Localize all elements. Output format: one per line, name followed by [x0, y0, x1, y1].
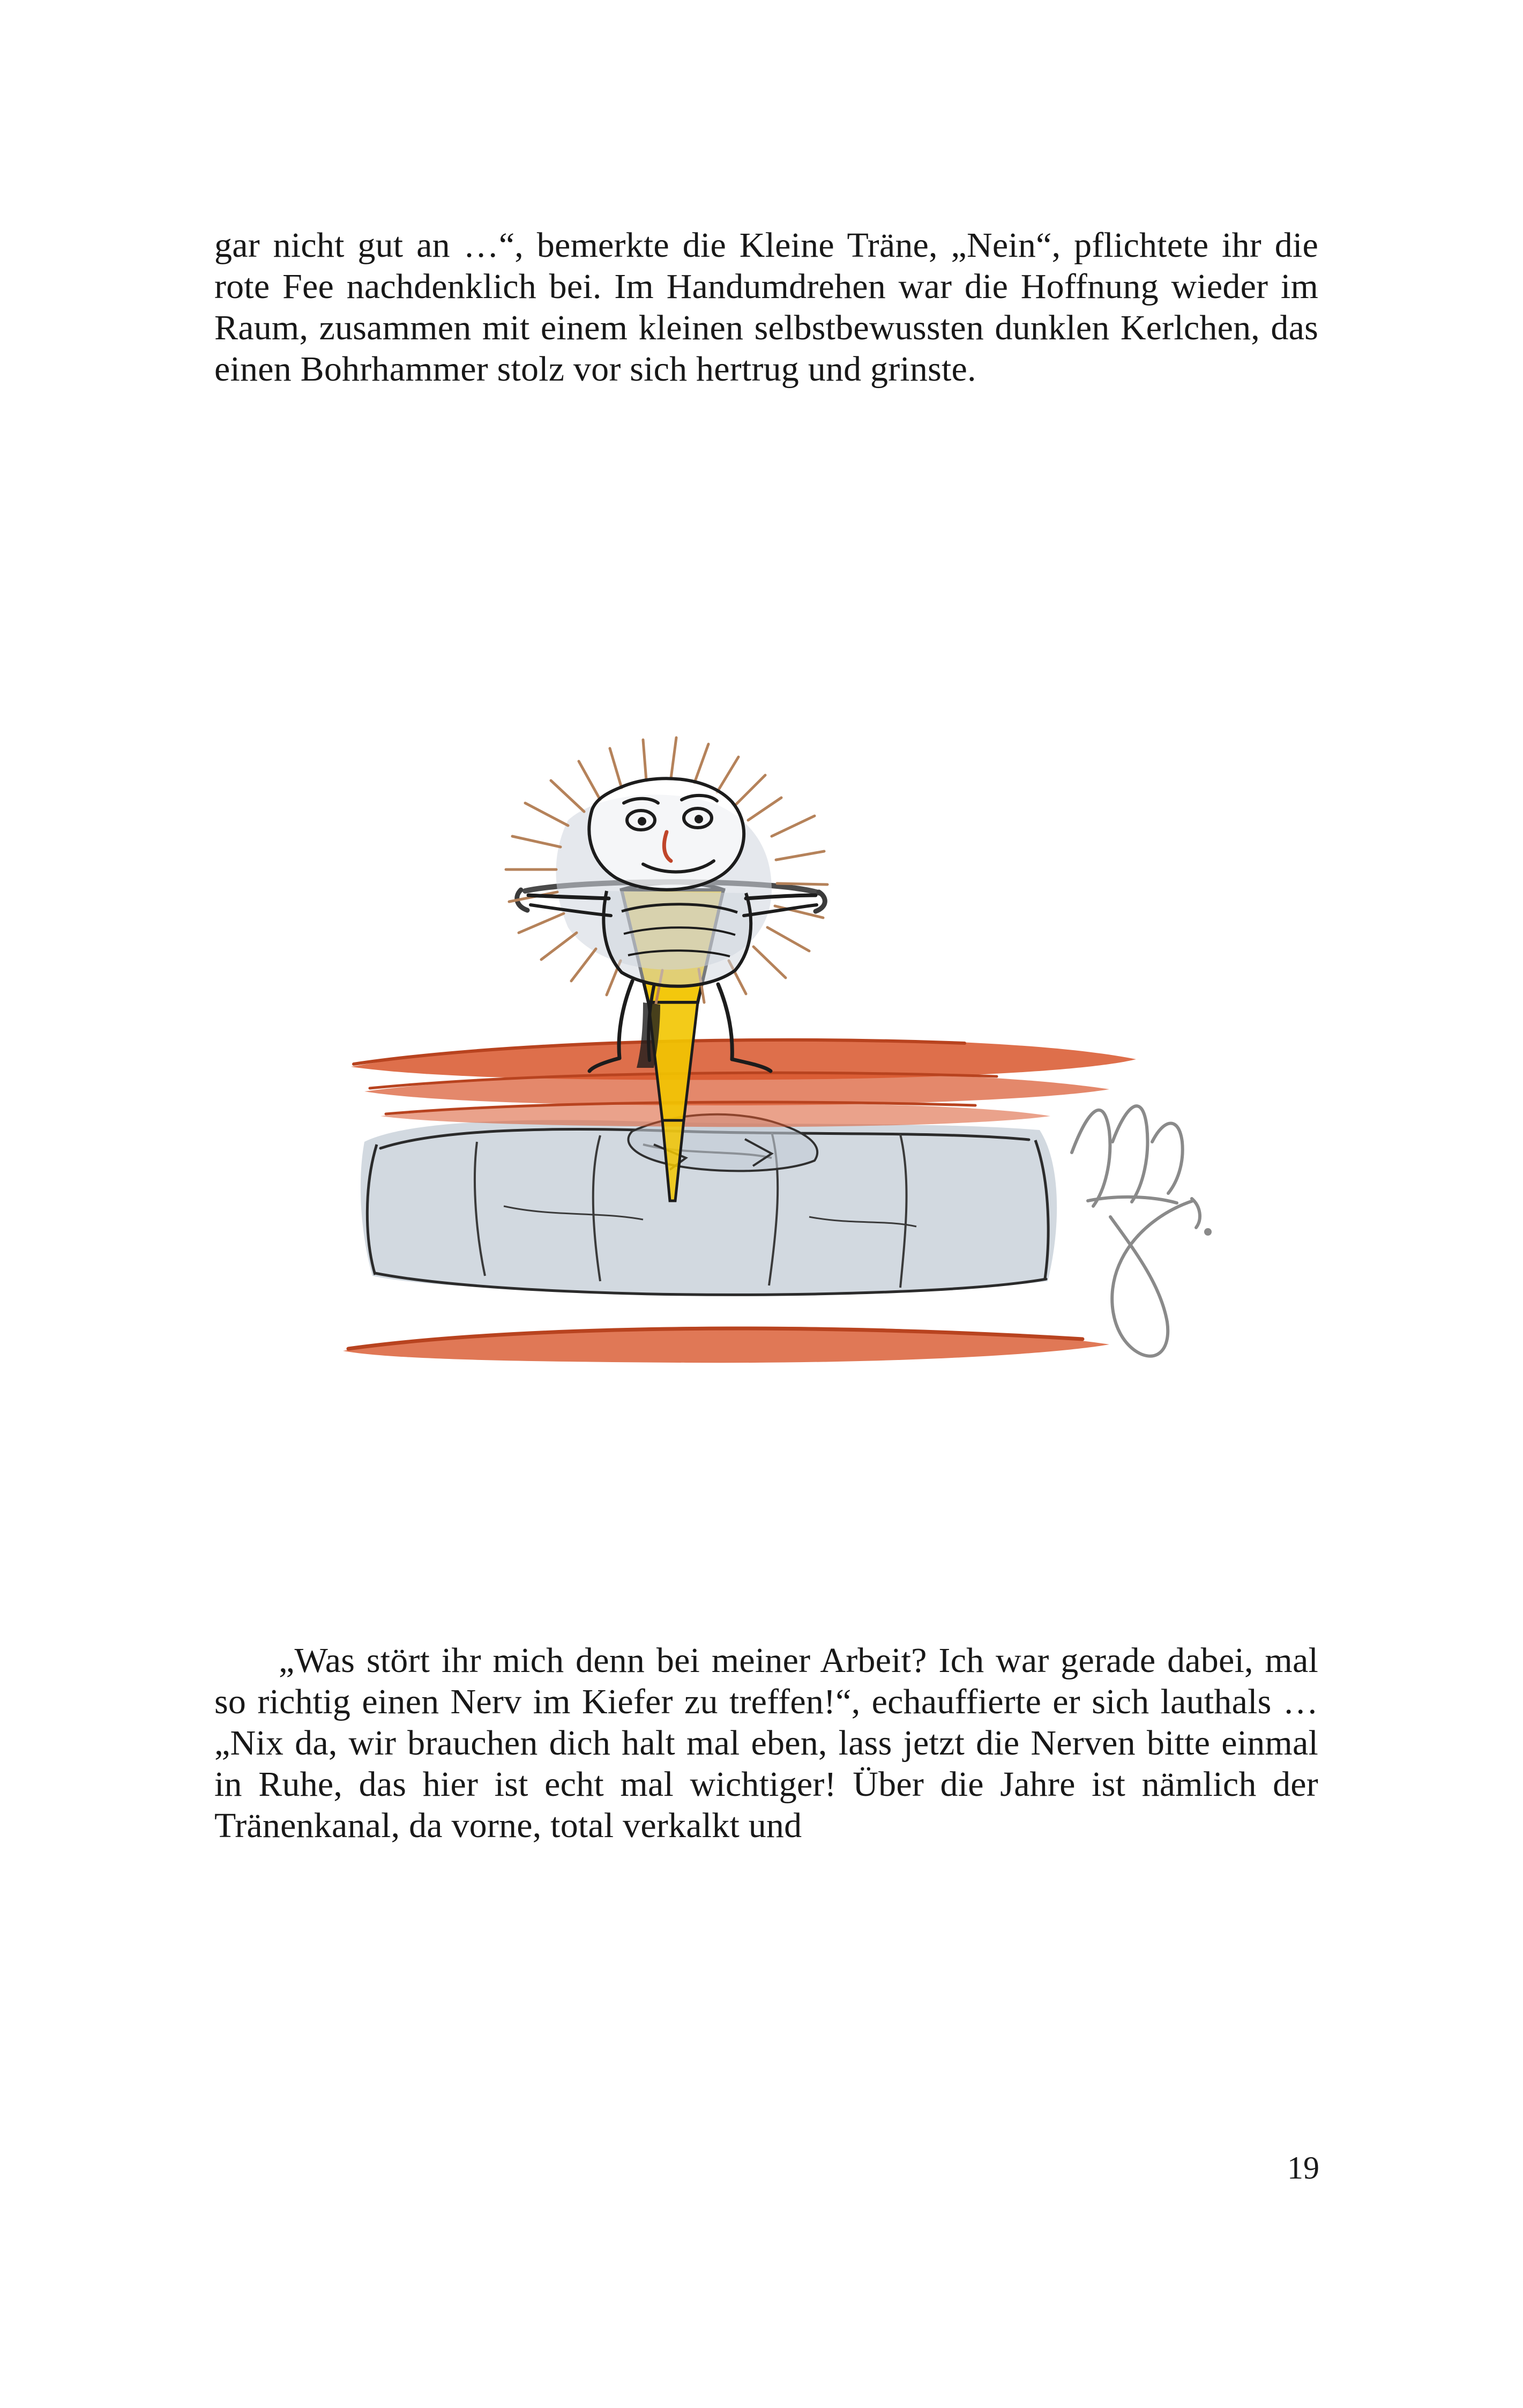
- illustrator-signature: [1072, 1106, 1212, 1356]
- body-paragraph-bottom-text: „Was stört ihr mich denn bei meiner Arbeit? Ich war gerade dabei, mal so richtig einen Nerv im Kiefer zu treffen!“, echauffierte er sich lauthals … „Nix da, wir brauchen dich halt mal eben, lass jetzt die Nerven bitte einmal in Ruhe, das hier ist echt mal wichtiger! Über die Jahre ist nämlich der Tränenkanal, da vorne, total verkalkt und: [214, 1641, 1318, 1845]
- paragraph-block-top: [214, 225, 1318, 390]
- paragraph-block-bottom: [214, 1640, 1318, 1846]
- rock-red-stripes: [351, 1039, 1136, 1127]
- body-paragraph-bottom: [214, 1640, 1318, 1846]
- illustration-hedgehog-with-jackhammer: [300, 659, 1318, 1571]
- illustration-svg: [300, 659, 1318, 1571]
- body-paragraph-top: gar nicht gut an …“, bemerkte die Kleine Träne, „Nein“, pflichtete ihr die rote Fee nachdenklich bei. Im Handumdrehen war die Hoffnung wieder im Raum, zusammen mit einem kleinen selbstbewussten dunklen Kerlchen, das einen Bohrhammer stolz vor sich hertrug und grinste.: [214, 226, 1318, 389]
- page-number: 19: [1287, 2150, 1319, 2186]
- ground-red-stroke: [343, 1327, 1109, 1363]
- rock-grey-block: [361, 1114, 1057, 1295]
